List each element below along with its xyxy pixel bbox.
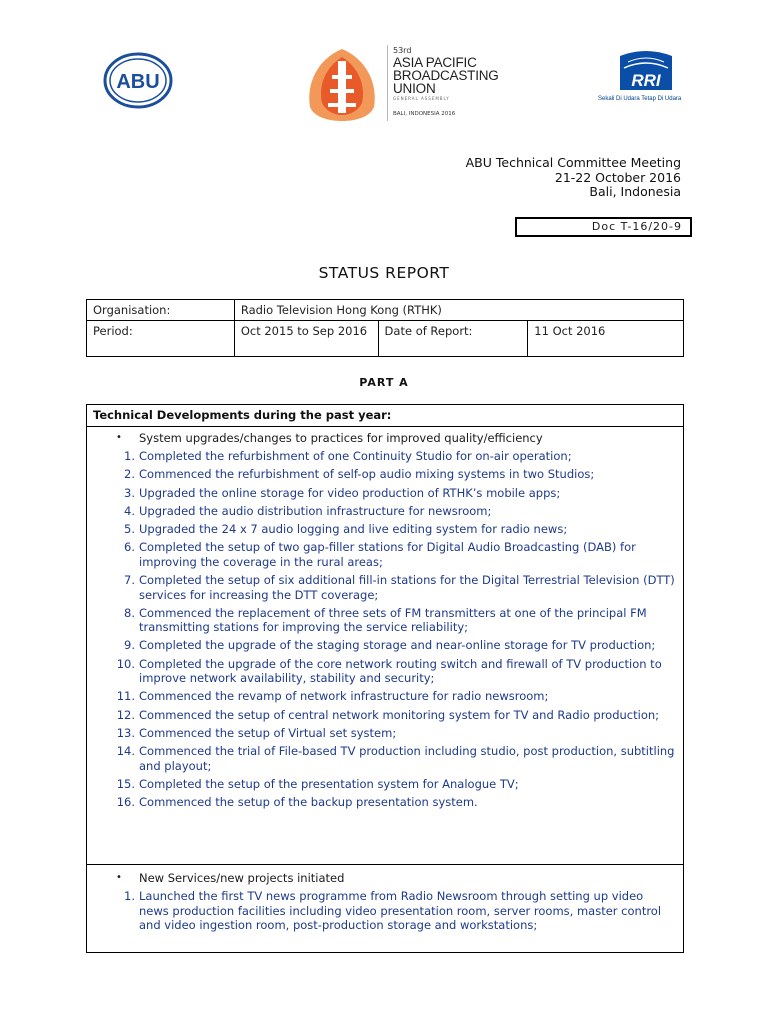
- abu-logo-text: ABU: [116, 71, 160, 93]
- list-item-number: 9.: [124, 638, 135, 653]
- section2-bullet-text: New Services/new projects initiated: [139, 871, 345, 885]
- list-item: [87, 689, 683, 704]
- list-item-text: Commenced the revamp of network infrastructure for radio newsroom;: [139, 689, 549, 704]
- period-label: Period:: [87, 321, 235, 357]
- list-item-text: Completed the upgrade of the staging storage and near-online storage for TV production;: [139, 638, 656, 653]
- list-item-number: 14.: [116, 744, 135, 758]
- organisation-value: Radio Television Hong Kong (RTHK): [234, 300, 683, 321]
- doc-number: Doc T-16/20-9: [515, 217, 692, 237]
- info-table: [86, 299, 684, 357]
- list-item-number: 8.: [124, 605, 135, 620]
- date-value: 11 Oct 2016: [528, 321, 684, 357]
- list-item: [87, 638, 683, 653]
- section1-list: [87, 431, 683, 813]
- list-item: [87, 540, 683, 569]
- list-item-text: Upgraded the audio distribution infrastructure for newsroom;: [139, 503, 492, 518]
- apbu-place: BALI, INDONESIA 2016: [393, 111, 456, 117]
- list-item-text: Completed the upgrade of the core network routing switch and firewall of TV production to improve network availability, stability and security;: [139, 656, 662, 686]
- list-item-text: Upgraded the 24 x 7 audio logging and live editing system for radio news;: [139, 521, 568, 536]
- period-row: [87, 321, 684, 357]
- section2-list: [87, 871, 683, 937]
- apbu-ordinal: 53rd: [393, 46, 412, 55]
- list-item-text: Completed the setup of the presentation system for Analogue TV;: [139, 776, 519, 791]
- list-item-text: Completed the refurbishment of one Continuity Studio for on-air operation;: [139, 449, 572, 464]
- list-item-number: 10.: [116, 656, 135, 671]
- list-item-number: 6.: [124, 540, 135, 555]
- list-item: [87, 486, 683, 501]
- list-item: [87, 657, 683, 686]
- list-item-text: Launched the first TV news programme from Radio Newsroom through setting up video news production facilities including video presentation room, server rooms, master control and video ingestion room, post-production storage and workstations;: [139, 889, 662, 933]
- list-item-text: Completed the setup of six additional fill-in stations for the Digital Terrestrial Television (DTT) services for increasing the DTT coverage;: [139, 572, 675, 602]
- technical-header: Technical Developments during the past year:: [87, 405, 683, 427]
- section2-bullet: [87, 871, 683, 886]
- list-item: [87, 449, 683, 464]
- list-item-number: 13.: [116, 725, 135, 740]
- list-item-text: Commenced the setup of Virtual set system;: [139, 725, 397, 740]
- list-item-number: 16.: [116, 794, 135, 809]
- list-item-text: Commenced the setup of central network monitoring system for TV and Radio production;: [139, 707, 660, 722]
- list-item: [87, 889, 683, 933]
- apbu-wordmark: [393, 46, 499, 118]
- list-item: [87, 573, 683, 602]
- period-value: Oct 2015 to Sep 2016: [234, 321, 378, 357]
- technical-developments-box: [86, 404, 684, 953]
- list-item: [87, 606, 683, 635]
- rri-tagline: Sekali Di Udara Tetap Di Udara: [598, 96, 682, 102]
- list-item-number: 5.: [124, 521, 135, 536]
- list-item-number: 15.: [116, 776, 135, 791]
- list-item: [87, 467, 683, 482]
- rri-logo-text: RRI: [631, 71, 661, 90]
- list-item: [87, 726, 683, 741]
- meeting-location: Bali, Indonesia: [589, 184, 681, 200]
- list-item-text: Commenced the replacement of three sets of FM transmitters at one of the principal FM transmitting stations for improving the service reliability;: [139, 605, 647, 635]
- list-item: [87, 795, 683, 810]
- abu-logo: [103, 52, 173, 109]
- list-item-number: 4.: [124, 503, 135, 518]
- page-title: STATUS REPORT: [318, 264, 450, 282]
- apbu-line-1: ASIA PACIFIC: [393, 55, 477, 70]
- list-item-number: 1.: [124, 889, 135, 904]
- list-item-number: 12.: [116, 707, 135, 722]
- apbu-line-3: UNION: [393, 81, 436, 96]
- section-divider: [87, 864, 683, 865]
- organisation-row: [87, 300, 684, 321]
- meeting-dates: 21-22 October 2016: [554, 169, 681, 185]
- rri-logo: [618, 50, 674, 94]
- meeting-info: [466, 156, 681, 200]
- list-item-number: 2.: [124, 467, 135, 482]
- list-item: [87, 522, 683, 537]
- list-item-text: Commenced the trial of File-based TV production including studio, post production, subtitling and playout;: [139, 744, 675, 773]
- part-label: PART A: [359, 376, 409, 389]
- bullet-icon: •: [116, 872, 122, 883]
- list-item-text: Completed the setup of two gap-filler stations for Digital Audio Broadcasting (DAB) for improving the coverage in the rural areas;: [139, 540, 636, 569]
- apbu-emblem-icon: [300, 45, 384, 123]
- list-item: [87, 744, 683, 773]
- list-item-number: 11.: [116, 689, 135, 704]
- date-label: Date of Report:: [378, 321, 528, 357]
- list-item-number: 7.: [124, 572, 135, 587]
- section1-bullet: [87, 431, 683, 446]
- apbu-subtitle: GENERAL ASSEMBLY: [393, 96, 450, 101]
- list-item: [87, 777, 683, 792]
- list-item: [87, 708, 683, 723]
- list-item-text: Upgraded the online storage for video production of RTHK’s mobile apps;: [139, 485, 561, 500]
- apbu-divider: [387, 45, 388, 121]
- list-item-text: Commenced the refurbishment of self-op audio mixing systems in two Studios;: [139, 467, 595, 482]
- meeting-name: ABU Technical Committee Meeting: [465, 155, 681, 170]
- bullet-icon: •: [116, 432, 122, 443]
- organisation-label: Organisation:: [87, 300, 235, 321]
- list-item-number: 1.: [124, 449, 135, 464]
- list-item-number: 3.: [124, 485, 135, 500]
- apbu-line-2: BROADCASTING: [393, 68, 499, 83]
- section1-bullet-text: System upgrades/changes to practices for improved quality/efficiency: [139, 431, 543, 445]
- list-item-text: Commenced the setup of the backup presentation system.: [139, 794, 478, 809]
- list-item: [87, 504, 683, 519]
